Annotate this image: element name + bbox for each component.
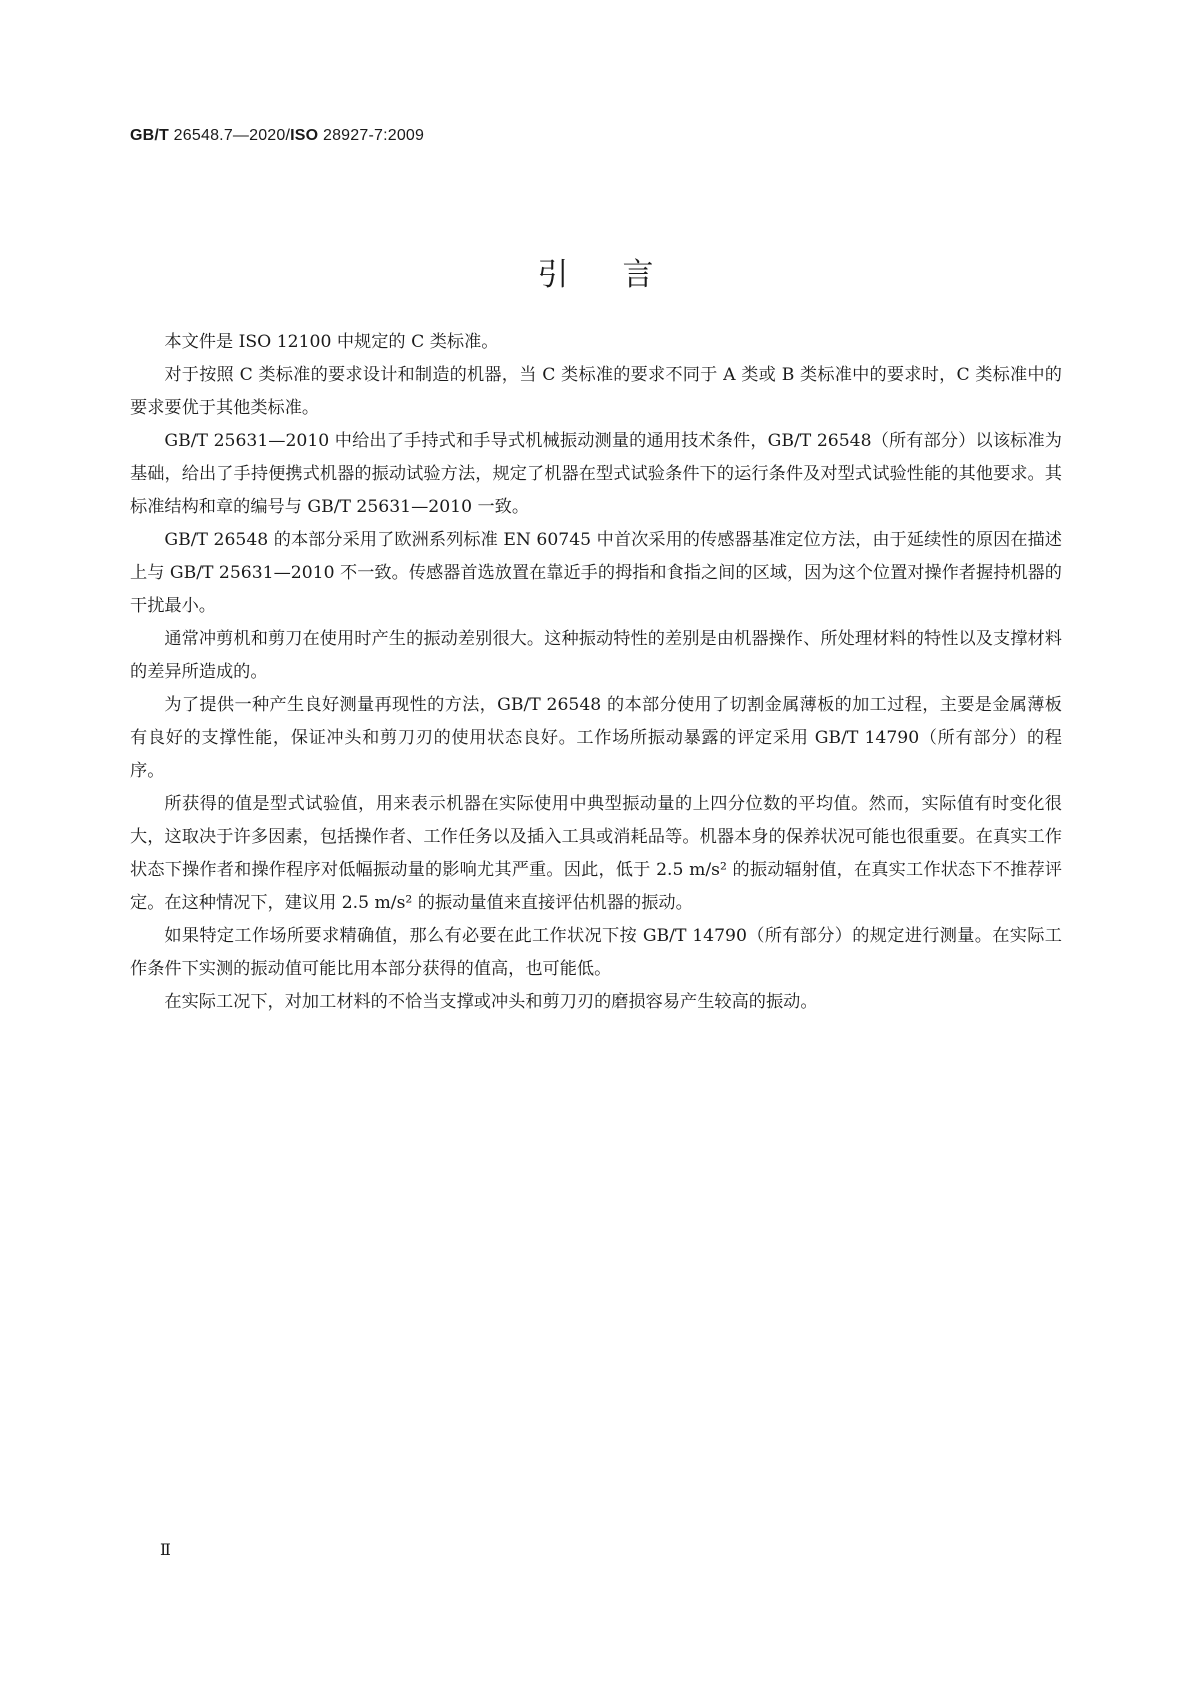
paragraph: GB/T 25631—2010 中给出了手持式和手导式机械振动测量的通用技术条件，GB/T 26548（所有部分）以该标准为基础，给出了手持便携式机器的振动试验方法，规定了机器在型式试验条件下的运行条件及对型式试验性能的其他要求。其标准结构和章的编号与 GB/T 25631—2010 一致。 [130, 431, 1062, 517]
standard-prefix: GB/T [130, 127, 170, 144]
paragraph: 所获得的值是型式试验值，用来表示机器在实际使用中典型振动量的上四分位数的平均值。然而，实际值有时变化很大，这取决于许多因素，包括操作者、工作任务以及插入工具或消耗品等。机器本身的保养状况可能也很重要。在真实工作状态下操作者和操作程序对低幅振动量的影响尤其严重。因此，低于 2.5 m/s² 的振动辐射值，在真实工作状态下不推荐评定。在这种情况下，建议用 2.5 m/s² 的振动量值来直接评估机器的振动。 [130, 794, 1062, 913]
paragraph: GB/T 26548 的本部分采用了欧洲系列标准 EN 60745 中首次采用的传感器基准定位方法，由于延续性的原因在描述上与 GB/T 25631—2010 不一致。传感器首选放置在靠近手的拇指和食指之间的区域，因为这个位置对操作者握持机器的干扰最小。 [130, 530, 1062, 616]
introduction-body [130, 326, 1062, 1019]
paragraph: 本文件是 ISO 12100 中规定的 C 类标准。 [164, 332, 499, 352]
page-number: Ⅱ [160, 1540, 171, 1559]
paragraph: 通常冲剪机和剪刀在使用时产生的振动差别很大。这种振动特性的差别是由机器操作、所处理材料的特性以及支撑材料的差异所造成的。 [130, 629, 1062, 682]
paragraph: 在实际工况下，对加工材料的不恰当支撑或冲头和剪刀刃的磨损容易产生较高的振动。 [164, 992, 818, 1012]
paragraph: 对于按照 C 类标准的要求设计和制造的机器，当 C 类标准的要求不同于 A 类或 B 类标准中的要求时，C 类标准中的要求要优于其他类标准。 [130, 365, 1062, 418]
document-header [130, 127, 424, 145]
standard-number: 26548.7—2020/ [169, 127, 291, 144]
iso-number: 28927-7:2009 [318, 127, 425, 144]
iso-prefix: ISO [290, 127, 319, 144]
paragraph: 为了提供一种产生良好测量再现性的方法，GB/T 26548 的本部分使用了切割金属薄板的加工过程，主要是金属薄板有良好的支撑性能，保证冲头和剪刀刃的使用状态良好。工作场所振动暴露的评定采用 GB/T 14790（所有部分）的程序。 [130, 695, 1062, 781]
page-title: 引言 [537, 256, 708, 293]
paragraph: 如果特定工作场所要求精确值，那么有必要在此工作状况下按 GB/T 14790（所有部分）的规定进行测量。在实际工作条件下实测的振动值可能比用本部分获得的值高，也可能低。 [130, 926, 1062, 979]
